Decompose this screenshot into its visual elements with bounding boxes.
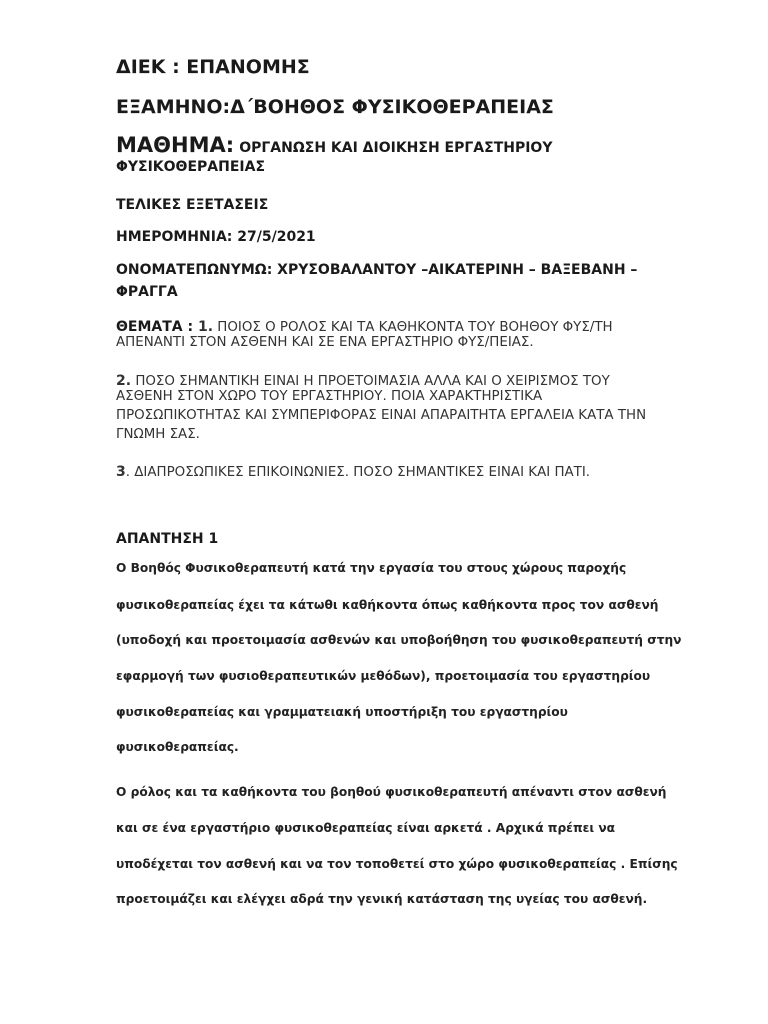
topics-label: ΘΕΜΑΤΑ : xyxy=(116,319,198,335)
course-title-line1: ΟΡΓΑΝΩΣΗ ΚΑΙ ΔΙΟΙΚΗΣΗ ΕΡΓΑΣΤΗΡΙΟΥ xyxy=(239,140,553,156)
course-heading xyxy=(116,133,552,157)
topic-2-line4: ΓΝΩΜΗ ΣΑΣ. xyxy=(116,427,200,442)
school-heading: ΔΙΕΚ : ΕΠΑΝΟΜΗΣ xyxy=(116,56,310,78)
exam-title: ΤΕΛΙΚΕΣ ΕΞΕΤΑΣΕΙΣ xyxy=(116,197,269,213)
topic-3-number: 3 xyxy=(116,464,126,480)
answer-line: προετοιμάζει και ελέγχει αδρά την γενική κατάσταση της υγείας του ασθενή. xyxy=(116,892,648,906)
topic-2-line2: ΑΣΘΕΝΗ ΣΤΟΝ ΧΩΡΟ ΤΟΥ ΕΡΓΑΣΤΗΡΙΟΥ. ΠΟΙΑ ΧΑΡΑΚΤΗΡΙΣΤΙΚΑ xyxy=(116,389,543,404)
topic-3-text: . ΔΙΑΠΡΟΣΩΠΙΚΕΣ ΕΠΙΚΟΙΝΩΝΙΕΣ. ΠΟΣΟ ΣΗΜΑΝΤΙΚΕΣ ΕΙΝΑΙ ΚΑΙ ΠΑΤΙ. xyxy=(125,465,591,480)
answer-line: Ο ρόλος και τα καθήκοντα του βοηθού φυσικοθεραπευτή απέναντι στον ασθενή xyxy=(116,785,667,799)
topic-1-line2: ΑΠΕΝΑΝΤΙ ΣΤΟΝ ΑΣΘΕΝΗ ΚΑΙ ΣΕ ΕΝΑ ΕΡΓΑΣΤΗΡΙΟ ΦΥΣ/ΠΕΙΑΣ. xyxy=(116,335,534,350)
semester-heading: ΕΞΑΜΗΝΟ:Δ΄ΒΟΗΘΟΣ ΦΥΣΙΚΟΘΕΡΑΠΕΙΑΣ xyxy=(116,96,554,118)
topic-3-line1 xyxy=(116,461,590,480)
answer-line: φυσικοθεραπείας και γραμματειακή υποστήριξη του εργαστηρίου xyxy=(116,705,568,719)
topic-2-number: 2. xyxy=(116,373,132,389)
course-title-line2: ΦΥΣΙΚΟΘΕΡΑΠΕΙΑΣ xyxy=(116,159,266,175)
answer-line: (υποδοχή και προετοιμασία ασθενών και υποβοήθηση του φυσικοθεραπευτή στην xyxy=(116,633,682,647)
course-label: ΜΑΘΗΜΑ: xyxy=(116,133,235,157)
topic-1-line1 xyxy=(116,316,613,335)
exam-date: ΗΜΕΡΟΜΗΝΙΑ: 27/5/2021 xyxy=(116,229,316,245)
student-name-line1: ΟΝΟΜΑΤΕΠΩΝΥΜΩ: ΧΡΥΣΟΒΑΛΑΝΤΟΥ –ΑΙΚΑΤΕΡΙΝΗ – ΒΑΞΕΒΑΝΗ – xyxy=(116,262,638,278)
topic-1-text: ΠΟΙΟΣ Ο ΡΟΛΟΣ ΚΑΙ ΤΑ ΚΑΘΗΚΟΝΤΑ ΤΟΥ ΒΟΗΘΟΥ ΦΥΣ/ΤΗ xyxy=(213,320,613,335)
student-name-line2: ΦΡΑΓΓΑ xyxy=(116,284,178,300)
topic-2-text: ΠΟΣΟ ΣΗΜΑΝΤΙΚΗ ΕΙΝΑΙ Η ΠΡΟΕΤΟΙΜΑΣΙΑ ΑΛΛΑ ΚΑΙ Ο ΧΕΙΡΙΣΜΟΣ ΤΟΥ xyxy=(131,374,610,389)
answer-title: ΑΠΑΝΤΗΣΗ 1 xyxy=(116,531,219,547)
answer-line: Ο Βοηθός Φυσικοθεραπευτή κατά την εργασία του στους χώρους παροχής xyxy=(116,561,627,575)
answer-line: υποδέχεται τον ασθενή και να τον τοποθετεί στο χώρο φυσικοθεραπείας . Επίσης xyxy=(116,857,678,871)
topic-2-line3: ΠΡΟΣΩΠΙΚΟΤΗΤΑΣ ΚΑΙ ΣΥΜΠΕΡΙΦΟΡΑΣ ΕΙΝΑΙ ΑΠΑΡΑΙΤΗΤΑ ΕΡΓΑΛΕΙΑ ΚΑΤΑ ΤΗΝ xyxy=(116,408,647,423)
answer-line: φυσικοθεραπείας έχει τα κάτωθι καθήκοντα όπως καθήκοντα προς τον ασθενή xyxy=(116,598,659,612)
topic-1-number: 1. xyxy=(197,319,214,335)
answer-line: και σε ένα εργαστήριο φυσικοθεραπείας είναι αρκετά . Αρχικά πρέπει να xyxy=(116,821,616,835)
answer-line: εφαρμογή των φυσιοθεραπευτικών μεθόδων), προετοιμασία του εργαστηρίου xyxy=(116,669,651,683)
topic-2-line1 xyxy=(116,370,610,389)
answer-line: φυσικοθεραπείας. xyxy=(116,740,239,754)
